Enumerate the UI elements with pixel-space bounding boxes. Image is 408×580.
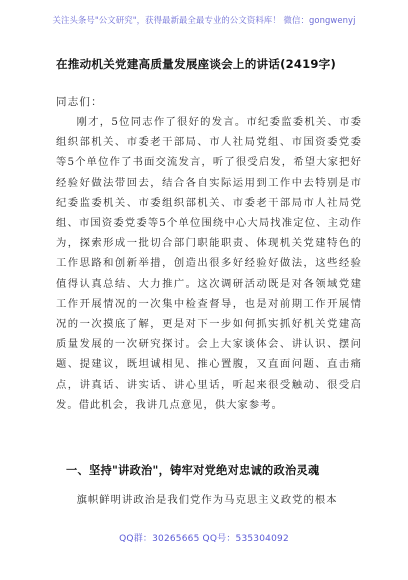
body-text bbox=[56, 112, 362, 415]
header-promo-note: 关注头条号"公文研究"，获得最新最全最专业的公文资料库！ 微信：gongwenyj bbox=[52, 15, 356, 25]
footer-contact-note: QQ群：30265665 QQ号：535304092 bbox=[119, 534, 289, 544]
section-body bbox=[56, 490, 362, 510]
section-heading: 一、坚持"讲政治"，铸牢对党绝对忠诚的政治灵魂 bbox=[66, 464, 320, 477]
paragraph: 刚才，5位同志作了很好的发言。市纪委监委机关、市委组织部机关、市委老干部局、市人社局党组、市国资委党委等5个单位作了书面交流发言，听了很受启发，希望大家把好经验好做法带回去，结合各自实际运用到工作中去特别是市纪委监委机关、市委组织部机关、市委老干部局市人社局党组、市国资委党委等5个单位围绕中心大局找准定位、主动作为，探索形成一批切合部门职能职责、体现机关党建特色的工作思路和创新举措，创造出很多好经验好做法，这些经验值得认真总结、大力推广。这次调研活动既是对各领域党建工作开展情况的一次集中检查督导，也是对前期工作开展情况的一次摸底了解，更是对下一步如何抓实抓好机关党建高质量发展的一次研究探讨。会上大家谈体会、讲认识、摆问题、提建议，既坦诚相见、推心置腹，又直面问题、直击痛点，讲真话、讲实话、讲心里话，听起来很受触动、很受启发。借此机会，我讲几点意见，供大家参考。 bbox=[56, 116, 362, 411]
paragraph: 旗帜鲜明讲政治是我们党作为马克思主义政党的根本 bbox=[76, 494, 338, 506]
salutation: 同志们： bbox=[56, 96, 103, 108]
document-title: 在推动机关党建高质量发展座谈会上的讲话(2419字) bbox=[56, 57, 336, 71]
